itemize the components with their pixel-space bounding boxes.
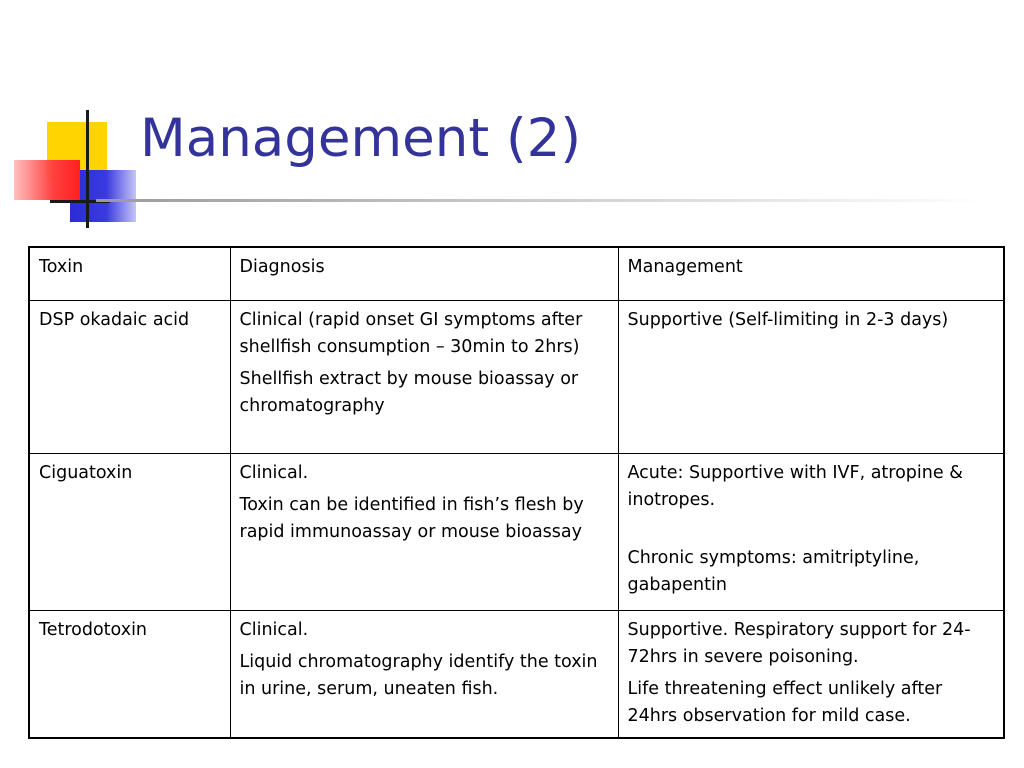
management-cell xyxy=(618,611,1004,739)
management-cell xyxy=(618,301,1004,454)
management-paragraph: Acute: Supportive with IVF, atropine & inotropes. xyxy=(627,463,963,510)
paragraph-spacer xyxy=(628,519,997,545)
diagnosis-cell xyxy=(230,301,618,454)
toxin-cell: DSP okadaic acid xyxy=(29,301,230,454)
diagnosis-paragraph: Toxin can be identified in fish’s flesh by rapid immunoassay or mouse bioassay xyxy=(239,495,584,542)
management-paragraph: Supportive. Respiratory support for 24-72hrs in severe poisoning. xyxy=(627,620,971,667)
header-cell-diagnosis: Diagnosis xyxy=(230,247,618,301)
logo-vertical-line xyxy=(86,110,89,228)
toxin-cell: Ciguatoxin xyxy=(29,454,230,611)
header-cell-toxin: Toxin xyxy=(29,247,230,301)
table-row xyxy=(29,301,1004,454)
management-paragraph: Chronic symptoms: amitriptyline, gabapentin xyxy=(627,548,920,595)
diagnosis-cell xyxy=(230,454,618,611)
diagnosis-paragraph: Liquid chromatography identify the toxin in urine, serum, uneaten fish. xyxy=(239,652,598,699)
diagnosis-cell xyxy=(230,611,618,739)
diagnosis-paragraph: Clinical. xyxy=(239,463,309,483)
management-paragraph: Supportive (Self-limiting in 2-3 days) xyxy=(627,310,949,330)
management-cell xyxy=(618,454,1004,611)
diagnosis-paragraph: Shellfish extract by mouse bioassay or chromatography xyxy=(239,369,579,416)
management-paragraph: Life threatening effect unlikely after 24hrs observation for mild case. xyxy=(627,679,943,726)
slide-title: Management (2) xyxy=(140,108,582,169)
toxin-cell: Tetrodotoxin xyxy=(29,611,230,739)
header-cell-management: Management xyxy=(618,247,1004,301)
table-header-row xyxy=(29,247,1004,301)
diagnosis-paragraph: Clinical (rapid onset GI symptoms after shellfish consumption – 30min to 2hrs) xyxy=(239,310,583,357)
management-table xyxy=(28,246,1005,739)
logo-red-square xyxy=(14,160,80,200)
diagnosis-paragraph: Clinical. xyxy=(239,620,309,640)
table-row xyxy=(29,611,1004,739)
table-row xyxy=(29,454,1004,611)
title-underline-rule xyxy=(96,199,986,202)
